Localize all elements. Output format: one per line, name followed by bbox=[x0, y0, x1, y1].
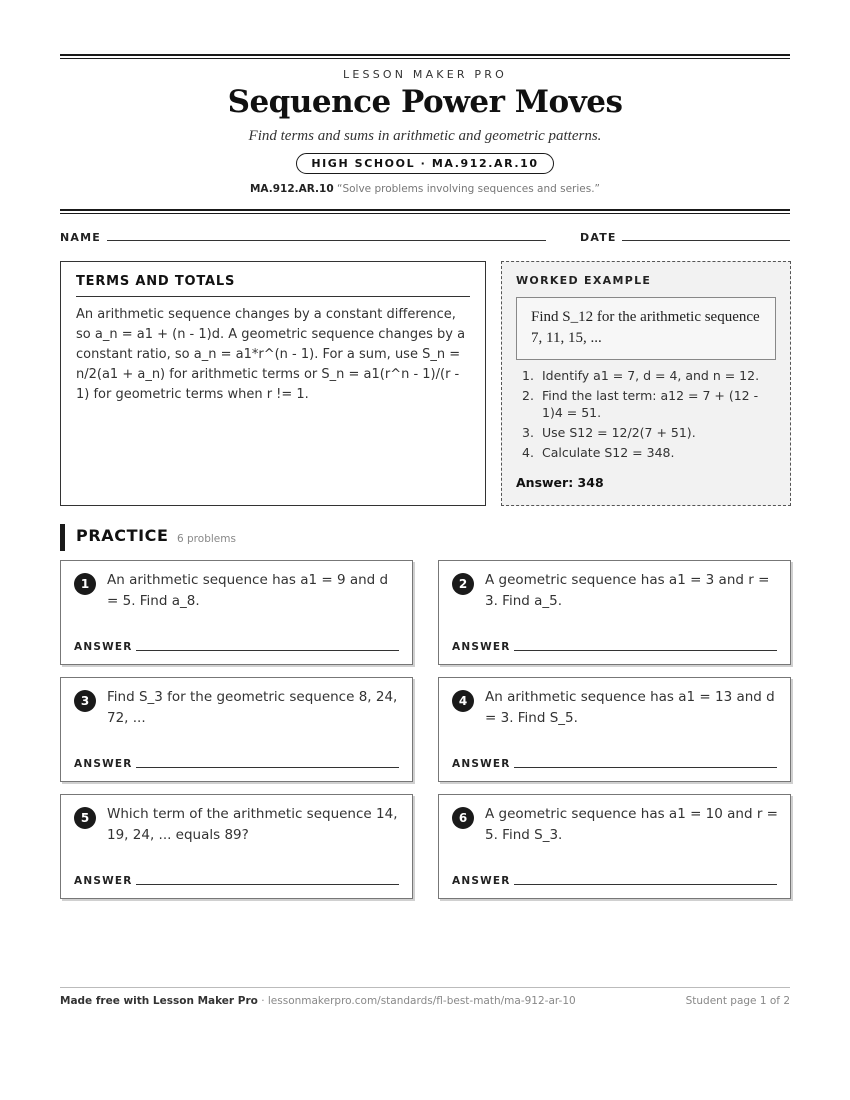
problem-number: 1 bbox=[74, 573, 96, 595]
worked-example-box bbox=[501, 261, 791, 506]
problem-card bbox=[438, 794, 791, 899]
answer-field[interactable] bbox=[136, 650, 399, 651]
answer-label: ANSWER bbox=[452, 758, 511, 770]
problem-prompt: A geometric sequence has a1 = 10 and r = 5. Find S_3. bbox=[485, 806, 778, 843]
header-bottom-rule bbox=[60, 209, 790, 214]
worked-example-prompt: Find S_12 for the arithmetic sequence 7, 11, 15, ... bbox=[516, 297, 776, 360]
worked-example-answer: Answer: 348 bbox=[516, 475, 604, 490]
problem-prompt: Which term of the arithmetic sequence 14, 19, 24, ... equals 89? bbox=[107, 806, 398, 843]
date-label: DATE bbox=[580, 231, 617, 244]
practice-count: 6 problems bbox=[177, 533, 236, 545]
grade-standard-badge: HIGH SCHOOL · MA.912.AR.10 bbox=[296, 153, 553, 174]
worked-example-steps bbox=[516, 367, 778, 464]
worked-step: 3. Use S12 = 12/2(7 + 51). bbox=[522, 425, 696, 440]
concept-box bbox=[60, 261, 486, 506]
footer-rule bbox=[60, 987, 790, 988]
concept-body: An arithmetic sequence changes by a constant difference, so a_n = a1 + (n - 1)d. A geometric sequence changes by a constant ratio, so a_n = a1*r^(n - 1). For a sum, use S_n = n/2(a1 + a_n) for arithmetic terms or S_n = a1(r^n - 1)/(r - 1) for geometric terms when r != 1. bbox=[76, 307, 466, 402]
page-title: Sequence Power Moves bbox=[227, 84, 623, 120]
problem-number: 4 bbox=[452, 690, 474, 712]
problem-number: 5 bbox=[74, 807, 96, 829]
grade-badge-wrapper bbox=[60, 152, 790, 174]
problem-card bbox=[60, 794, 413, 899]
worked-step: 1. Identify a1 = 7, d = 4, and n = 12. bbox=[522, 368, 760, 383]
answer-label: ANSWER bbox=[452, 641, 511, 653]
footer-credit bbox=[60, 995, 576, 1007]
problem-prompt: A geometric sequence has a1 = 3 and r = 3. Find a_5. bbox=[485, 572, 770, 609]
standard-line bbox=[60, 183, 790, 195]
footer-page-number: Student page 1 of 2 bbox=[685, 995, 790, 1007]
problem-prompt: An arithmetic sequence has a1 = 9 and d = 5. Find a_8. bbox=[107, 572, 389, 609]
concept-heading: TERMS AND TOTALS bbox=[76, 274, 470, 297]
problem-card bbox=[438, 560, 791, 665]
header-top-rule bbox=[60, 54, 790, 59]
worked-step: 4. Calculate S12 = 348. bbox=[522, 445, 675, 460]
problem-number: 6 bbox=[452, 807, 474, 829]
answer-label: ANSWER bbox=[74, 758, 133, 770]
standard-code: MA.912.AR.10 bbox=[249, 183, 334, 195]
answer-field[interactable] bbox=[514, 650, 777, 651]
footer-made-with: Made free with Lesson Maker Pro bbox=[60, 995, 258, 1007]
problem-number: 2 bbox=[452, 573, 474, 595]
date-field[interactable] bbox=[622, 240, 790, 241]
problem-card bbox=[60, 677, 413, 782]
standard-description: “Solve problems involving sequences and series.” bbox=[337, 183, 600, 195]
practice-heading: PRACTICE bbox=[76, 526, 169, 545]
problem-number: 3 bbox=[74, 690, 96, 712]
practice-accent-bar bbox=[60, 524, 65, 551]
answer-label: ANSWER bbox=[74, 875, 133, 887]
problem-prompt: An arithmetic sequence has a1 = 13 and d = 3. Find S_5. bbox=[485, 689, 775, 726]
worked-step: 2. Find the last term: a12 = 7 + (12 - 1)4 = 51. bbox=[522, 388, 759, 420]
answer-field[interactable] bbox=[136, 767, 399, 768]
problem-card bbox=[438, 677, 791, 782]
brand-name: LESSON MAKER PRO bbox=[343, 68, 507, 81]
worked-example-heading: WORKED EXAMPLE bbox=[516, 274, 652, 287]
answer-field[interactable] bbox=[514, 767, 777, 768]
answer-field[interactable] bbox=[514, 884, 777, 885]
answer-label: ANSWER bbox=[452, 875, 511, 887]
name-label: NAME bbox=[60, 231, 101, 244]
name-field[interactable] bbox=[107, 240, 546, 241]
problem-card bbox=[60, 560, 413, 665]
page-subtitle: Find terms and sums in arithmetic and geometric patterns. bbox=[248, 128, 602, 144]
footer-url[interactable]: · lessonmakerpro.com/standards/fl-best-math/ma-912-ar-10 bbox=[257, 995, 576, 1007]
answer-field[interactable] bbox=[136, 884, 399, 885]
problem-prompt: Find S_3 for the geometric sequence 8, 24, 72, ... bbox=[107, 689, 398, 726]
answer-label: ANSWER bbox=[74, 641, 133, 653]
